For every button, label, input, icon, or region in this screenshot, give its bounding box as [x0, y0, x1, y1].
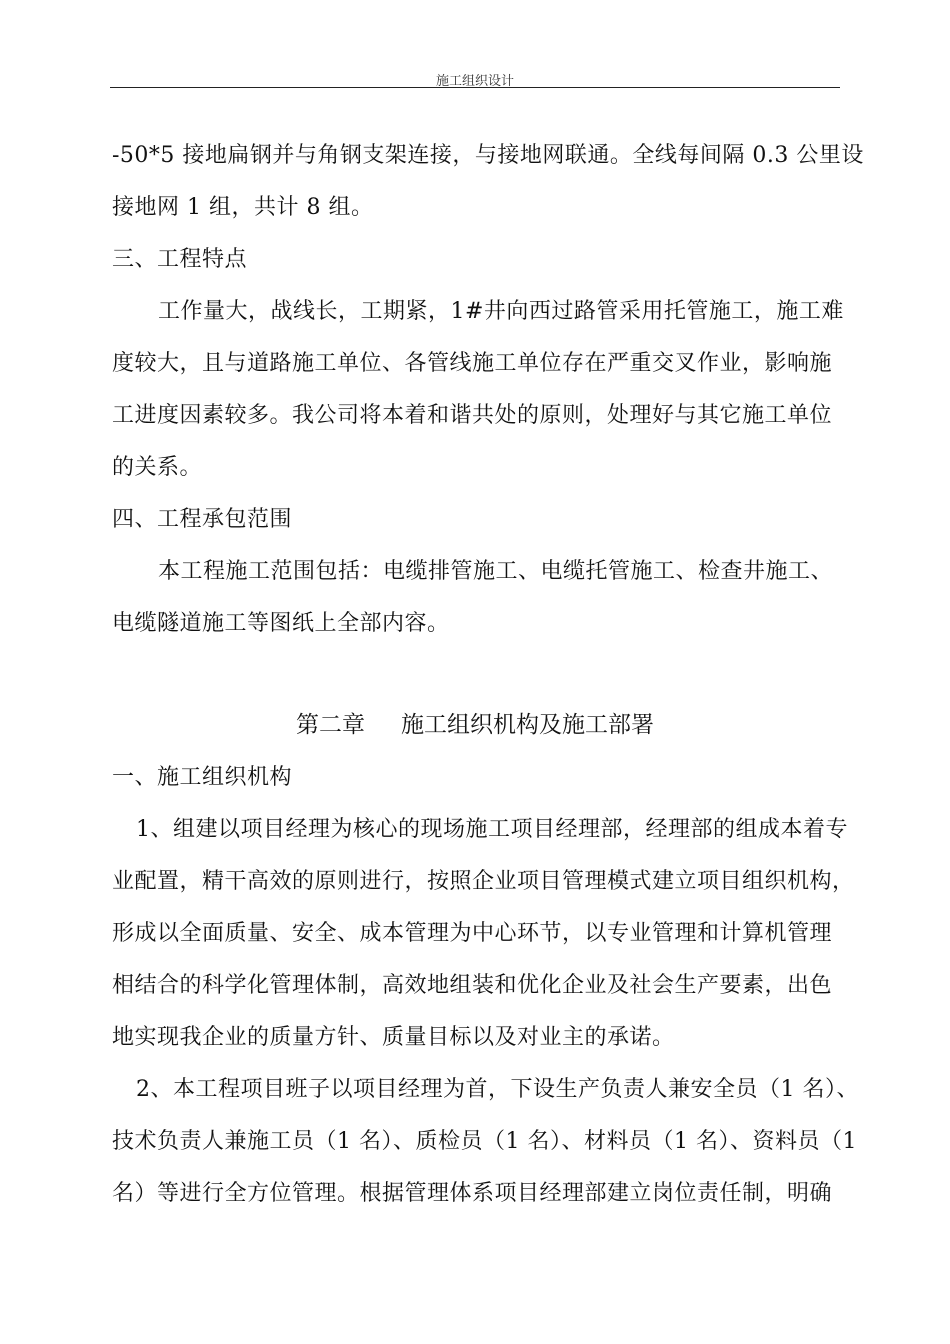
paragraph-line: 业配置，精干高效的原则进行，按照企业项目管理模式建立项目组织机构， — [112, 869, 855, 894]
chapter-name: 施工组织机构及施工部署 — [401, 712, 654, 738]
section-heading: 四、工程承包范围 — [112, 507, 293, 532]
paragraph-line: 工进度因素较多。我公司将本着和谐共处的原则，处理好与其它施工单位 — [112, 403, 833, 428]
section-heading: 一、施工组织机构 — [112, 765, 293, 790]
paragraph-line: 名）等进行全方位管理。根据管理体系项目经理部建立岗位责任制，明确 — [112, 1181, 833, 1206]
paragraph-line: 地实现我企业的质量方针、质量目标以及对业主的承诺。 — [112, 1025, 675, 1050]
paragraph-line: 工作量大，战线长，工期紧，1#井向西过路管采用托管施工，施工难 — [158, 299, 844, 324]
paragraph-line: 1、组建以项目经理为核心的现场施工项目经理部，经理部的组成本着专 — [136, 817, 848, 842]
paragraph-line: 电缆隧道施工等图纸上全部内容。 — [112, 611, 450, 636]
paragraph-line: 本工程施工范围包括：电缆排管施工、电缆托管施工、检查井施工、 — [158, 559, 834, 584]
paragraph-line: -50*5 接地扁钢并与角钢支架连接，与接地网联通。全线每间隔 0.3 公里设 — [112, 143, 864, 168]
section-heading: 三、工程特点 — [112, 247, 248, 272]
paragraph-line: 度较大，且与道路施工单位、各管线施工单位存在严重交叉作业，影响施 — [112, 351, 833, 376]
chapter-number: 第二章 — [296, 712, 365, 738]
paragraph-line: 技术负责人兼施工员（1 名）、质检员（1 名）、材料员（1 名）、资料员（1 — [112, 1129, 857, 1154]
chapter-title — [0, 710, 950, 740]
page-header: 施工组织设计 — [435, 74, 514, 89]
paragraph-line: 2、本工程项目班子以项目经理为首，下设生产负责人兼安全员（1 名）、 — [136, 1077, 859, 1102]
paragraph-line: 形成以全面质量、安全、成本管理为中心环节，以专业管理和计算机管理 — [112, 921, 833, 946]
paragraph-line: 的关系。 — [112, 455, 203, 480]
paragraph-line: 相结合的科学化管理体制，高效地组装和优化企业及社会生产要素，出色 — [112, 973, 833, 998]
paragraph-line: 接地网 1 组，共计 8 组。 — [112, 195, 374, 220]
header-divider — [110, 87, 840, 88]
